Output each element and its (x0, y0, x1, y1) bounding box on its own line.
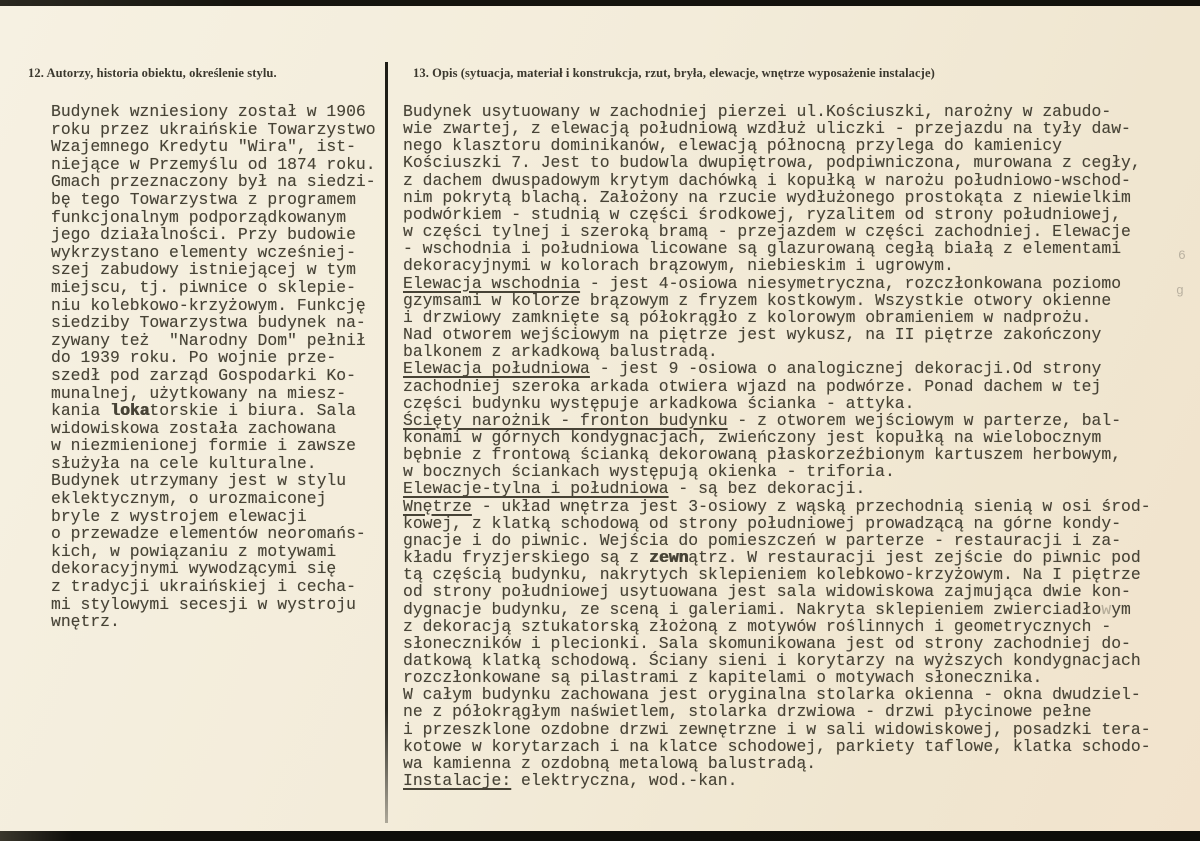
field-13-text-column (403, 103, 1173, 789)
typewritten-line: wie zwartej, z elewacją południową wzdłuż uliczki - przejazdu na tyły daw- (403, 119, 1131, 139)
typewritten-line: do 1939 roku. Po wojnie prze- (51, 348, 337, 368)
typewritten-line: Instalacje: elektryczna, wod.-kan. (403, 771, 738, 791)
typewritten-line: roku przez ukraińskie Towarzystwo (51, 119, 376, 139)
typewritten-line: Budynek usytuowany w zachodniej pierzei ul.Kościuszki, narożny w zabudo- (403, 102, 1112, 121)
typewritten-line: Gmach przeznaczony był na siedzi- (51, 172, 376, 192)
typewritten-line: szej zabudowy istniejącej w tym (51, 260, 356, 280)
typewritten-line: kania lokatorskie i biura. Sala (51, 401, 356, 421)
typewritten-line: zywany też "Narodny Dom" pełnił (51, 330, 366, 350)
typewritten-line: bę tego Towarzystwa z programem (51, 189, 356, 209)
typewritten-line: z tradycji ukraińskiej i cecha- (51, 577, 356, 597)
typewritten-line: datkową klatką schodową. Ściany sieni i korytarzy na wyższych kondygnacjach (403, 651, 1141, 670)
typewritten-line: kładu fryzjerskiego są z zewnątrz. W restauracji jest zejście do piwnic pod (403, 548, 1141, 568)
typewritten-line: z dekoracją sztukatorską złożoną z motywów roślinnych i geometrycznych - (403, 616, 1112, 636)
typewritten-line: części budynku występuje arkadkowa ścianka - attyka. (403, 393, 915, 413)
typewritten-line: miejscu, tj. piwnice o sklepie- (51, 277, 356, 297)
typewritten-line: nego klasztoru dominikanów, elewacją północną przylega do kamienicy (403, 136, 1063, 156)
typewritten-line: W całym budynku zachowana jest oryginalna stolarka okienna - okna dwudziel- (403, 685, 1141, 705)
typewritten-line: mi stylowymi secesji w wystroju (51, 594, 356, 614)
typewritten-line: ne z półokrągłym naświetlem, stolarka drzwiowa - drzwi płycinowe pełne (403, 702, 1092, 722)
typewritten-line: Elewacje-tylna i południowa - są bez dekoracji. (403, 479, 866, 499)
typewritten-line: bębnie z frontową ścianką dekorowaną płaskorzeźbionym kartuszem herbowym, (403, 445, 1122, 465)
typewritten-line: dygnacje budynku, ze sceną i galeriami. Nakryta sklepieniem zwierciadłowym (403, 599, 1131, 619)
typewritten-line: balkonem z arkadkową balustradą. (403, 342, 718, 362)
ghost-mark: g (1176, 283, 1184, 298)
typewritten-line: widowiskowa została zachowana (51, 418, 337, 438)
typewritten-line: służyła na cele kulturalne. (51, 453, 317, 473)
typewritten-line: kowej, z klatką schodową od strony południowej prowadzącą na górne kondy- (403, 513, 1122, 533)
typewritten-line: Budynek utrzymany jest w stylu (51, 471, 347, 491)
typewritten-line: dekoracyjnymi wywodzącymi się (51, 559, 337, 579)
typewritten-line: jego działalności. Przy budowie (51, 225, 356, 245)
field-12-text-column (51, 103, 396, 631)
typewritten-line: Elewacja południowa - jest 9 -osiowa o analogicznej dekoracji.Od strony (403, 359, 1102, 379)
typewritten-line: dekoracyjnymi w kolorach brązowym, niebieskim i ugrowym. (403, 256, 954, 276)
typewritten-line: Nad otworem wejściowym na piętrze jest wykusz, na II piętrze zakończony (403, 325, 1102, 345)
typewritten-line: od strony południowej usytuowana jest sala widowiskowa zajmująca dwie kon- (403, 582, 1131, 602)
typewritten-line: szedł pod zarząd Gospodarki Ko- (51, 365, 356, 385)
typewritten-line: wnętrz. (51, 612, 120, 632)
typewritten-line: słoneczników i plecionki. Sala skomunikowana jest od strony zachodniej do- (403, 633, 1131, 653)
typewritten-line: nim pokrytą blachą. Założony na rzucie wydłużonego prostokąta z niewielkim (403, 187, 1131, 207)
typewritten-line: konami w górnych kondygnacjach, zwieńczony jest kopułką na wielobocznym (403, 427, 1102, 447)
typewritten-line: wa kamienna z ozdobną metalową balustradą. (403, 753, 817, 773)
typewritten-line: gnacje i do piwnic. Wejścia do pomieszczeń w parterze - restauracji i za- (403, 530, 1122, 550)
typewritten-line: w niezmienionej formie i zawsze (51, 436, 356, 456)
typewritten-line: o przewadze elementów neoromańs- (51, 524, 366, 544)
typewritten-line: wykrzystano elementy wcześniej- (51, 242, 356, 262)
typewritten-line: - wschodnia i południowa licowane są glazurowaną cegłą białą z elementami (403, 239, 1122, 259)
typewritten-line: tą częścią budynku, nakrytych sklepieniem kolebkowo-krzyżowym. Na I piętrze (403, 565, 1141, 585)
typewritten-line: Ścięty narożnik - fronton budynku - z otworem wejściowym w parterze, bal- (403, 410, 1122, 430)
typewritten-line: gzymsami w kolorze brązowym z fryzem kostkowym. Wszystkie otwory okienne (403, 290, 1112, 310)
typewritten-line: kotowe w korytarzach i na klatce schodowej, parkiety taflowe, klatka schodo- (403, 736, 1151, 756)
typewritten-line: niejące w Przemyślu od 1874 roku. (51, 154, 376, 174)
typewritten-line: podwórkiem - studnią w części środkowej, ryzalitem od strony południowej, (403, 204, 1122, 224)
typewritten-line: i drzwiowy zamknięte są półokrągło z kolorowym obramieniem w nadprożu. (403, 307, 1092, 327)
scan-edge-top (0, 0, 1200, 6)
typewritten-line: niu kolebkowo-krzyżowym. Funkcję (51, 295, 366, 315)
typewritten-line: w części tylnej i szeroką bramą - przejazdem w części zachodniej. Elewacje (403, 222, 1131, 242)
typewritten-line: funkcjonalnym podporządkowanym (51, 207, 347, 227)
field-12-header: 12. Autorzy, historia obiektu, określenie stylu. (28, 66, 277, 80)
typewritten-line: rozczłonkowane są pilastrami z kapitelami o motywach słonecznika. (403, 668, 1043, 688)
typewritten-line: Elewacja wschodnia - jest 4-osiowa niesymetryczna, rozczłonkowana poziomo (403, 273, 1122, 293)
typewritten-line: Wzajemnego Kredytu "Wira", ist- (51, 137, 356, 157)
typewritten-line: Wnętrze - układ wnętrza jest 3-osiowy z wąską przechodnią sienią w osi środ- (403, 496, 1151, 516)
typewritten-line: w bocznych ściankach występują okienka - triforia. (403, 462, 895, 482)
typewritten-line: Kościuszki 7. Jest to budowla dwupiętrowa, podpiwniczona, murowana z cegły, (403, 153, 1141, 173)
typewritten-line: siedziby Towarzystwa budynek na- (51, 313, 366, 333)
field-13-header: 13. Opis (sytuacja, materiał i konstrukcja, rzut, bryła, elewacje, wnętrze wyposażenie instalacje) (413, 66, 935, 80)
typewritten-line: kich, w powiązaniu z motywami (51, 541, 337, 561)
typewritten-line: i przeszklone ozdobne drzwi zewnętrzne i w sali widowiskowej, posadzki tera- (403, 719, 1151, 739)
typewritten-line: munalnej, użytkowany na miesz- (51, 383, 347, 403)
ghost-mark: 6 (1178, 248, 1186, 263)
typewritten-line: bryle z wystrojem elewacji (51, 506, 307, 526)
scan-edge-bottom (0, 831, 1200, 841)
typewritten-line: eklektycznym, o urozmaiconej (51, 489, 327, 509)
typewritten-line: z dachem dwuspadowym krytym dachówką i kopułką w narożu południowo-wschod- (403, 170, 1131, 190)
typewritten-line: Budynek wzniesiony został w 1906 (51, 102, 366, 121)
typewritten-line: zachodniej szeroka arkada otwiera wjazd na podwórze. Ponad dachem w tej (403, 376, 1102, 396)
